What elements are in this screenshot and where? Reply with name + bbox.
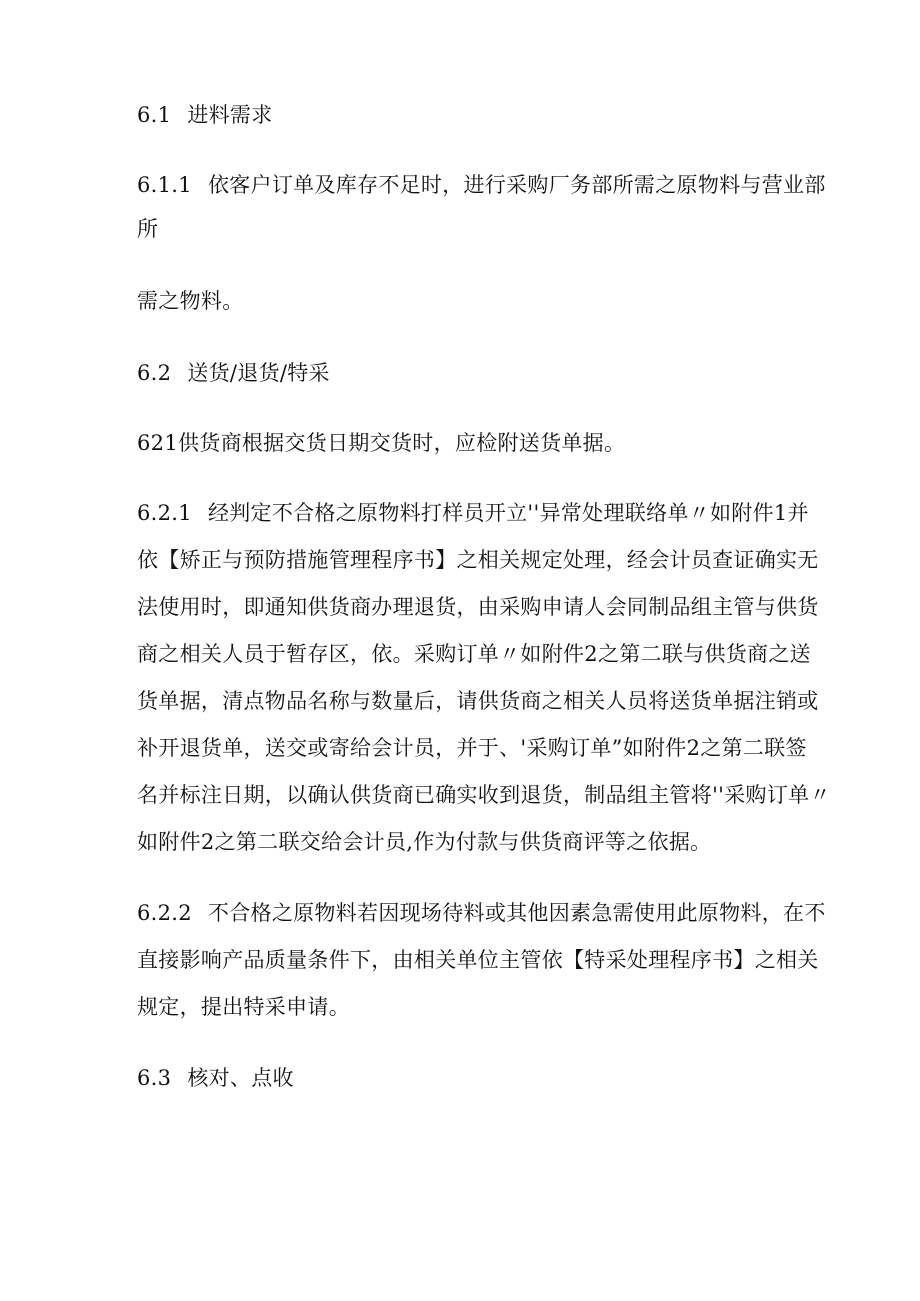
paragraph-6-2-2-line-3: 规定，提出特采申请。 <box>137 995 350 1019</box>
paragraph-6-1-1-line-3: 需之物料。 <box>137 289 244 313</box>
section-number: 6.1 <box>137 103 172 127</box>
paragraph-text: 依客户订单及库存不足时，进行采购厂务部所需之原物料与营业部 <box>207 173 826 197</box>
paragraph-6-2-1-line-4: 商之相关人员于暂存区，依。采购订单〃如附件2之第二联与供货商之送 <box>137 642 811 666</box>
heading-6-1 <box>137 100 273 130</box>
paragraph-6-2-1-line-6: 补开退货单，送交或寄给会计员，并于、'采购订单”如附件2之第二联签 <box>137 736 807 760</box>
section-number: 6.2 <box>137 361 172 385</box>
paragraph-6-2-1-line-7: 名并标注日期，以确认供货商已确实收到退货，制品组主管将''采购订单〃 <box>137 783 831 807</box>
section-number: 6.1.1 <box>137 173 192 197</box>
paragraph-6-2-1-line-3: 法使用时，即通知供货商办理退货，由采购申请人会同制品组主管与供货 <box>137 595 819 619</box>
section-title: 核对、点收 <box>187 1066 294 1090</box>
section-title: 进料需求 <box>187 103 273 127</box>
paragraph-6-2-1-line-1 <box>137 498 809 528</box>
paragraph-6-1-1-line-2: 所 <box>137 217 159 241</box>
heading-6-3 <box>137 1063 294 1093</box>
paragraph-6-2-2-line-2: 直接影响产品质量条件下，由相关单位主管依【特采处理程序书】之相关 <box>137 948 819 972</box>
section-number: 6.2.2 <box>137 901 192 925</box>
paragraph-text: 经判定不合格之原物料打样员开立''异常处理联络单〃如附件1并 <box>207 501 809 525</box>
paragraph-text: 不合格之原物料若因现场待料或其他因素急需使用此原物料，在不 <box>207 901 826 925</box>
paragraph-6-2-2-line-1 <box>137 898 826 928</box>
paragraph-6-2-1-line-5: 货单据，清点物品名称与数量后，请供货商之相关人员将送货单据注销或 <box>137 689 819 713</box>
paragraph-6-2-1-line-8: 如附件2之第二联交给会计员,作为付款与供货商评等之依据。 <box>137 830 712 854</box>
section-number: 6.2.1 <box>137 501 192 525</box>
section-title: 送货/退货/特采 <box>187 361 330 385</box>
paragraph-6-1-1-line-1 <box>137 170 826 200</box>
paragraph-6-2-1-line-2: 依【矫正与预防措施管理程序书】之相关规定处理，经会计员查证确实无 <box>137 548 819 572</box>
paragraph-621: 621供货商根据交货日期交货时，应检附送货单据。 <box>137 431 626 455</box>
heading-6-2 <box>137 358 330 388</box>
section-number: 6.3 <box>137 1066 172 1090</box>
